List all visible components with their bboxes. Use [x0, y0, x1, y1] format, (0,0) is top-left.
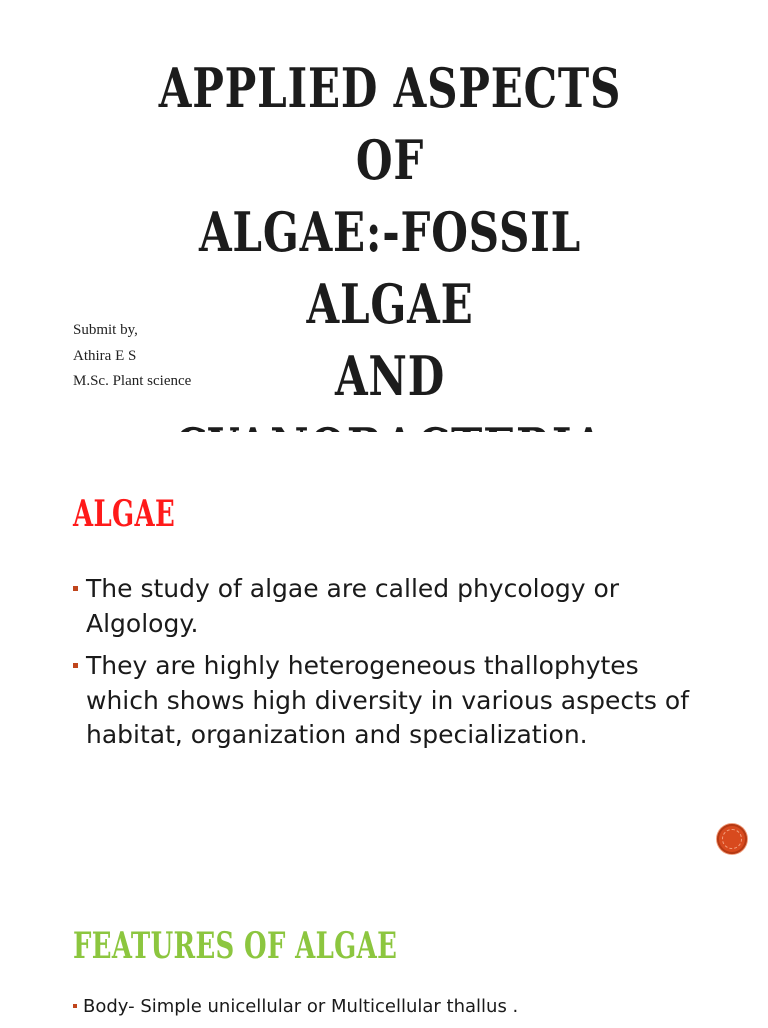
bullet-square-icon [73, 586, 78, 591]
slide-nav-circle-icon[interactable] [717, 824, 747, 854]
list-item [73, 994, 713, 1020]
title-slide [0, 0, 768, 432]
author-course: M.Sc. Plant science [73, 373, 192, 389]
bullet-list [73, 572, 713, 761]
bullet-text: The study of algae are called phycology or Algology. [86, 574, 620, 638]
bullet-list [73, 994, 713, 1028]
list-item [73, 572, 713, 641]
title-line: AND [334, 344, 446, 408]
credit-label: Submit by, [73, 322, 138, 338]
features-slide [0, 864, 768, 1024]
title-line: APPLIED ASPECTS OF [158, 56, 622, 192]
section-heading: FEATURES OF ALGAE [73, 925, 398, 967]
author-name: Athira E S [73, 347, 137, 364]
slide-title [133, 52, 648, 484]
algae-slide [0, 432, 768, 864]
bullet-square-icon [73, 663, 78, 668]
bullet-text: Body- Simple unicellular or Multicellular thallus . [83, 996, 519, 1017]
bullet-square-icon [73, 1004, 77, 1008]
title-line: ALGAE:-FOSSIL ALGAE [198, 200, 582, 336]
credits-block [73, 318, 191, 395]
section-heading: ALGAE [73, 493, 176, 535]
list-item [73, 649, 713, 753]
bullet-text: They are highly heterogeneous thallophytes which shows high diversity in various aspects of habitat, organization and specialization. [86, 651, 689, 749]
